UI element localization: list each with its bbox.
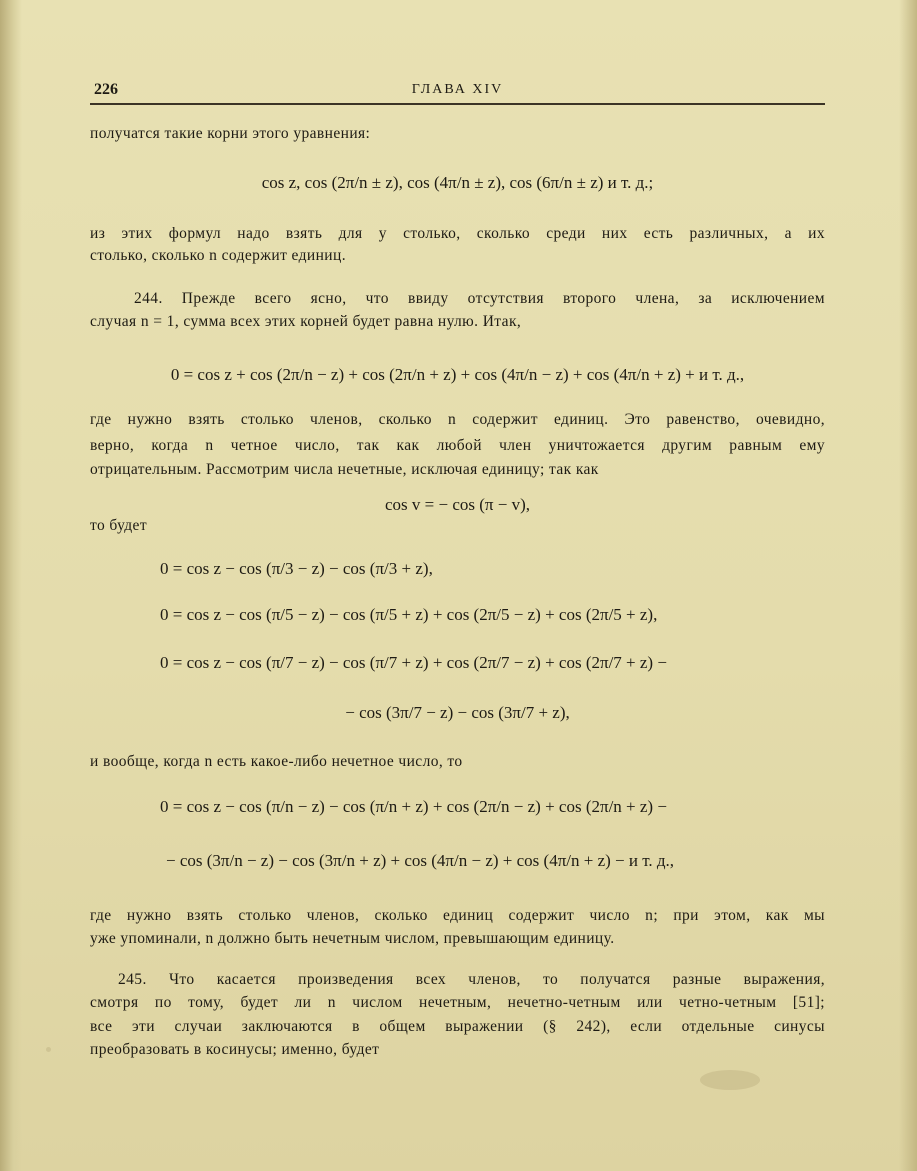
formula-n5: 0 = cos z − cos (π/5 − z) − cos (π/5 + z) + cos (2π/5 − z) + cos (2π/5 + z),: [160, 605, 658, 624]
text-line: из этих формул надо взять для y столько, сколько среди них есть различных, а их: [90, 225, 825, 242]
formula-roots: cos z, cos (2π/n ± z), cos (4π/n ± z), cos (6π/n ± z) и т. д.;: [261, 173, 654, 192]
formula-sum-roots: 0 = cos z + cos (2π/n − z) + cos (2π/n + z) + cos (4π/n − z) + cos (4π/n + z) + и т. д.,: [170, 365, 745, 384]
text-line: и вообще, когда n есть какое-либо нечетное число, то: [90, 753, 463, 770]
paper-stain: [700, 1070, 760, 1090]
ink-spot: [46, 1047, 51, 1052]
text-line: верно, когда n четное число, так как любой член уничтожается другим равным ему: [90, 437, 825, 454]
formula-n7-line1: 0 = cos z − cos (π/7 − z) − cos (π/7 + z) + cos (2π/7 − z) + cos (2π/7 + z) −: [160, 653, 667, 672]
text-line: то будет: [90, 517, 148, 534]
text-line: случая n = 1, сумма всех этих корней будет равна нулю. Итак,: [90, 313, 522, 330]
text-line: отрицательным. Рассмотрим числа нечетные, исключая единицу; так как: [90, 461, 599, 478]
formula-general-line1: 0 = cos z − cos (π/n − z) − cos (π/n + z) + cos (2π/n − z) + cos (2π/n + z) −: [160, 797, 667, 816]
text-line: преобразовать в косинусы; именно, будет: [90, 1041, 380, 1058]
text-line: уже упоминали, n должно быть нечетным числом, превышающим единицу.: [90, 930, 615, 947]
page-number: 226: [94, 81, 118, 98]
page-right-shadow: [899, 0, 917, 1171]
text-line: где нужно взять столько членов, сколько единиц содержит число n; при этом, как мы: [90, 907, 825, 924]
text-line: столько, сколько n содержит единиц.: [90, 247, 346, 264]
running-header: [90, 78, 825, 100]
text-line: где нужно взять столько членов, сколько n содержит единиц. Это равенство, очевидно,: [90, 411, 825, 428]
text-line: все эти случаи заключаются в общем выражении (§ 242), если отдельные синусы: [90, 1018, 825, 1035]
chapter-title: ГЛАВА XIV: [411, 82, 504, 97]
formula-n7-line2: − cos (3π/7 − z) − cos (3π/7 + z),: [345, 703, 570, 722]
formula-cos-identity: cos v = − cos (π − v),: [385, 495, 530, 514]
paragraph-244-start: 244. Прежде всего ясно, что ввиду отсутствия второго члена, за исключением: [134, 290, 825, 307]
formula-n3: 0 = cos z − cos (π/3 − z) − cos (π/3 + z),: [160, 559, 433, 578]
paragraph-245-start: 245. Что касается произведения всех членов, то получатся разные выражения,: [118, 971, 825, 988]
page-left-shadow: [0, 0, 22, 1171]
text-line: смотря по тому, будет ли n числом нечетным, нечетно-четным или четно-четным [51];: [90, 994, 825, 1011]
text-line: получатся такие корни этого уравнения:: [90, 125, 371, 142]
header-rule: [90, 103, 825, 105]
formula-general-line2: − cos (3π/n − z) − cos (3π/n + z) + cos (4π/n − z) + cos (4π/n + z) − и т. д.,: [166, 851, 675, 870]
